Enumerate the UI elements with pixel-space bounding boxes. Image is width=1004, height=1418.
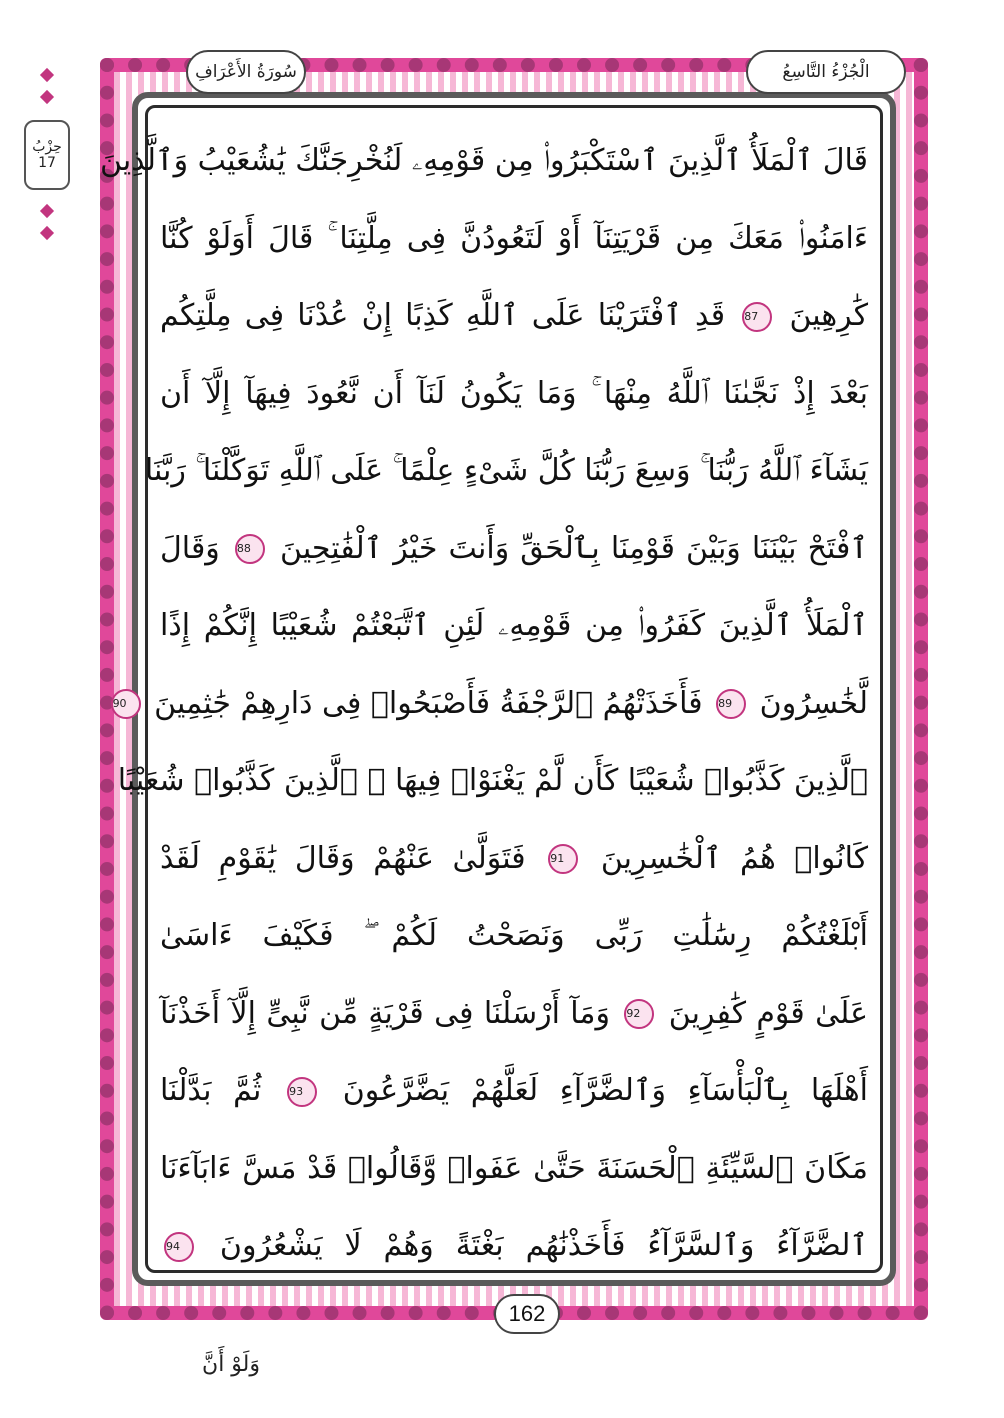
ayah-number: 91 [548, 844, 578, 874]
ayah-number: 89 [716, 689, 746, 719]
diamond-ornament-icon [40, 68, 54, 82]
text-line: ٱلضَّرَّآءُ وَٱلسَّرَّآءُ فَأَخَذْنَٰهُم بَغْتَةً وَهُمْ لَا يَشْعُرُونَ 94 [166, 1228, 868, 1264]
text-line: مَكَانَ ٱلسَّيِّئَةِ ٱلْحَسَنَةَ حَتَّىٰ عَفَوا۟ وَّقَالُوا۟ قَدْ مَسَّ ءَابَآءَنَا [160, 1150, 868, 1186]
text-line: كَٰرِهِينَ 87 قَدِ ٱفْتَرَيْنَا عَلَى ٱللَّهِ كَذِبًا إِنْ عُدْنَا فِى مِلَّتِكُم [160, 298, 868, 334]
text-line: ءَامَنُوا۟ مَعَكَ مِن قَرْيَتِنَآ أَوْ لَتَعُودُنَّ فِى مِلَّتِنَا ۚ قَالَ أَوَلَوْ كُنَّا [160, 220, 868, 256]
ayah-number: 94 [164, 1232, 194, 1262]
catchword: وَلَوْ أَنَّ [202, 1352, 260, 1377]
ayah-number: 90 [111, 689, 141, 719]
text-line: يَشَآءَ ٱللَّهُ رَبُّنَا ۚ وَسِعَ رَبُّنَا كُلَّ شَىْءٍ عِلْمًا ۚ عَلَى ٱللَّهِ تَوَكَّلْنَا ۚ رَبَّنَا [144, 453, 868, 489]
hizb-box [24, 120, 70, 190]
text-line: ٱلَّذِينَ كَذَّبُوا۟ شُعَيْبًا كَأَن لَّمْ يَغْنَوْا۟ فِيهَا ۚ ٱلَّذِينَ كَذَّبُوا۟ شُعَيْبًا [117, 763, 868, 799]
text-line: قَالَ ٱلْمَلَأُ ٱلَّذِينَ ٱسْتَكْبَرُوا۟ مِن قَوْمِهِۦ لَنُخْرِجَنَّكَ يَٰشُعَيْبُ وَٱلَّذِينَ [99, 143, 868, 179]
diamond-ornament-icon [40, 204, 54, 218]
hizb-number: 17 [38, 155, 56, 171]
diamond-ornament-icon [40, 90, 54, 104]
juz-label: الْجُزْءُ التَّاسِعُ [746, 50, 906, 94]
text-line: لَّخَٰسِرُونَ 89 فَأَخَذَتْهُمُ ٱلرَّجْفَةُ فَأَصْبَحُوا۟ فِى دَارِهِمْ جَٰثِمِينَ 90 [112, 685, 868, 721]
text-line: أَهْلَهَا بِٱلْبَأْسَآءِ وَٱلضَّرَّآءِ لَعَلَّهُمْ يَضَّرَّعُونَ 93 ثُمَّ بَدَّلْنَا [160, 1073, 868, 1109]
ayah-number: 93 [287, 1077, 317, 1107]
surah-label: سُورَةُ الأَعْرَافِ [186, 50, 306, 94]
text-line: بَعْدَ إِذْ نَجَّىٰنَا ٱللَّهُ مِنْهَا ۚ وَمَا يَكُونُ لَنَآ أَن نَّعُودَ فِيهَآ إِلَّآ أَن [160, 375, 868, 411]
hizb-marker [22, 70, 72, 240]
text-line: عَلَىٰ قَوْمٍ كَٰفِرِينَ 92 وَمَآ أَرْسَلْنَا فِى قَرْيَةٍ مِّن نَّبِىٍّ إِلَّآ أَخَذْنَآ [160, 995, 868, 1031]
ayah-number: 92 [624, 999, 654, 1029]
text-line: أَبْلَغْتُكُمْ رِسَٰلَٰتِ رَبِّى وَنَصَحْتُ لَكُمْ ۖ فَكَيْفَ ءَاسَىٰ [160, 918, 868, 954]
ayah-number: 88 [235, 534, 265, 564]
hizb-label: حِزْبُ [32, 139, 62, 155]
ayah-number: 87 [742, 302, 772, 332]
diamond-ornament-icon [40, 226, 54, 240]
text-line: ٱلْمَلَأُ ٱلَّذِينَ كَفَرُوا۟ مِن قَوْمِهِۦ لَئِنِ ٱتَّبَعْتُمْ شُعَيْبًا إِنَّكُمْ إِذًا [160, 608, 868, 644]
text-line: ٱفْتَحْ بَيْنَنَا وَبَيْنَ قَوْمِنَا بِٱلْحَقِّ وَأَنتَ خَيْرُ ٱلْفَٰتِحِينَ 88 وَقَالَ [160, 530, 868, 566]
text-line: كَانُوا۟ هُمُ ٱلْخَٰسِرِينَ 91 فَتَوَلَّىٰ عَنْهُمْ وَقَالَ يَٰقَوْمِ لَقَدْ [160, 840, 869, 876]
verse-text-block [99, 122, 869, 1285]
page-number: 162 [494, 1294, 560, 1334]
